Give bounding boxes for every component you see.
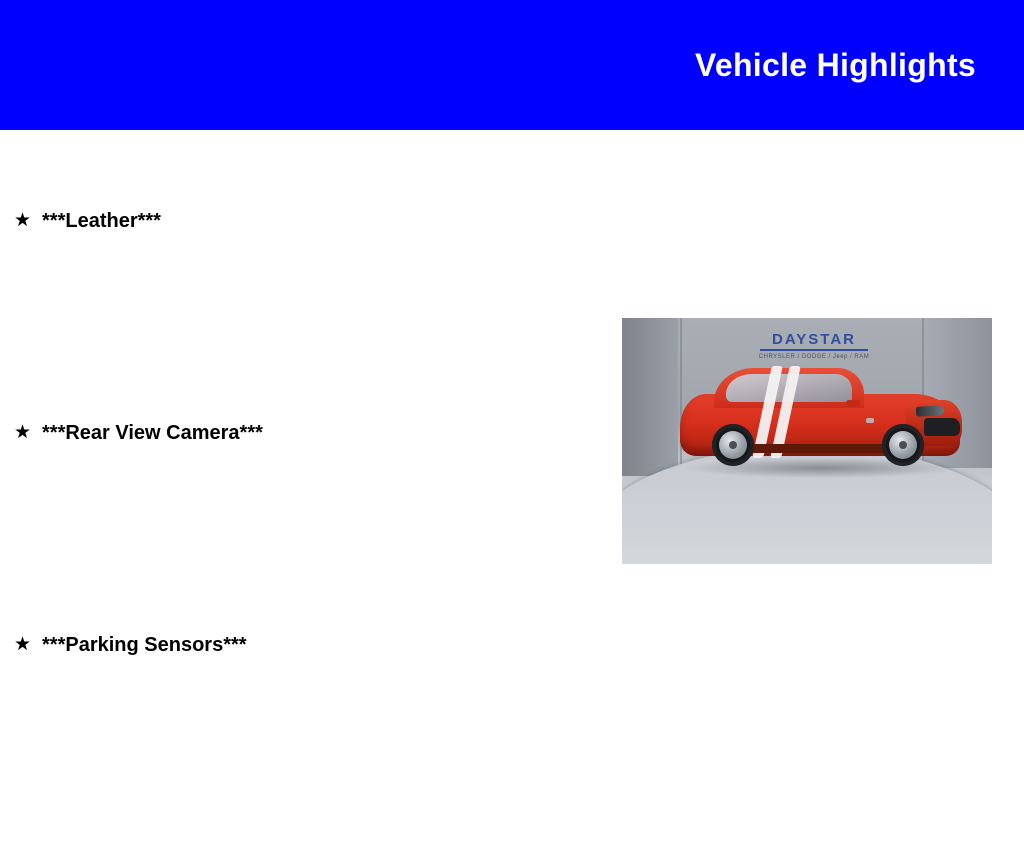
- wheel-hub: [729, 441, 737, 449]
- showroom-background: [622, 318, 992, 564]
- wheel-hub: [899, 441, 907, 449]
- list-item: [14, 420, 620, 632]
- page-header-banner: [0, 0, 1024, 130]
- door-badge: [866, 418, 874, 423]
- rocker-panel: [730, 444, 890, 453]
- headlight: [916, 405, 944, 416]
- rear-wheel: [712, 424, 754, 466]
- vehicle-highlights-list: [0, 130, 620, 768]
- dealer-sign-underline: [760, 349, 868, 351]
- star-icon: ★: [14, 210, 32, 231]
- car-illustration: [670, 362, 970, 492]
- page-title: Vehicle Highlights: [694, 47, 976, 83]
- dealer-sign: [754, 332, 874, 361]
- list-item: [14, 208, 620, 420]
- side-mirror: [846, 400, 860, 407]
- highlight-label-parking-sensors: ***Parking Sensors***: [42, 634, 247, 656]
- dealer-name-text: DAYSTAR: [771, 331, 856, 348]
- front-wheel: [882, 424, 924, 466]
- front-grille: [924, 418, 960, 436]
- star-icon: ★: [14, 422, 32, 443]
- list-item: [14, 632, 620, 844]
- dealer-brands-text: CHRYSLER / DODGE / Jeep / RAM: [758, 354, 870, 360]
- star-icon: ★: [14, 634, 32, 655]
- highlight-label-rear-view-camera: ***Rear View Camera***: [42, 422, 263, 444]
- highlight-label-leather: ***Leather***: [42, 210, 161, 232]
- vehicle-photo: [622, 318, 992, 564]
